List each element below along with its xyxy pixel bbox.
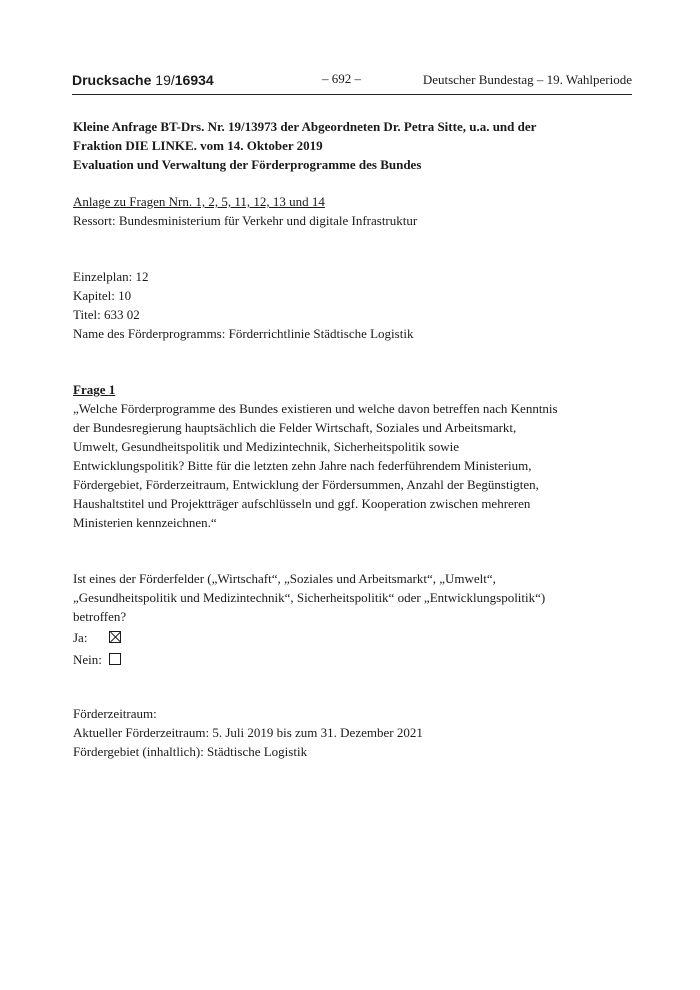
kapitel-line: Kapitel: 10: [73, 288, 132, 303]
title-line-2: Fraktion DIE LINKE. vom 14. Oktober 2019: [73, 138, 323, 153]
nein-label: Nein:: [73, 651, 102, 667]
frage-line: Entwicklungspolitik? Bitte für die letzten zehn Jahre nach federführendem Ministerium,: [73, 458, 532, 473]
ressort-line: Ressort: Bundesministerium für Verkehr und digitale Infrastruktur: [73, 213, 418, 228]
title-line-3: Evaluation und Verwaltung der Förderprogramme des Bundes: [73, 157, 422, 172]
ja-option: [73, 626, 593, 648]
question-line: „Gesundheitspolitik und Medizintechnik“, Sicherheitspolitik“ oder „Entwicklungspolitik“): [73, 590, 546, 605]
foerderfeld-question: [73, 569, 593, 670]
nein-option: [73, 648, 593, 670]
document-body: [73, 117, 593, 761]
bundestag-label: Deutscher Bundestag – 19. Wahlperiode: [422, 72, 632, 87]
question-line: Ist eines der Förderfelder („Wirtschaft“, „Soziales und Arbeitsmarkt“, „Umwelt“,: [73, 571, 496, 586]
drucksache-label: [72, 72, 214, 88]
frage-line: „Welche Förderprogramme des Bundes existieren und welche davon betreffen nach Kenntnis: [73, 401, 558, 416]
drucksache-number: 16934: [174, 72, 214, 88]
foerderzeitraum-block: [73, 704, 593, 742]
budget-block: [73, 267, 593, 324]
zeitraum-value: Aktueller Förderzeitraum: 5. Juli 2019 bis zum 31. Dezember 2021: [73, 725, 423, 740]
foerdergebiet-line: Fördergebiet (inhaltlich): Städtische Logistik: [73, 744, 308, 759]
frage-line: Fördergebiet, Förderzeitraum, Entwicklung der Fördersummen, Anzahl der Begünstigten,: [73, 477, 539, 492]
drucksache-prefix: 19/: [155, 72, 175, 88]
page-header: [72, 70, 632, 95]
program-name: Name des Förderprogramms: Förderrichtlinie Städtische Logistik: [73, 326, 414, 341]
einzelplan-line: Einzelplan: 12: [73, 269, 149, 284]
page-number: – 692 –: [322, 71, 361, 86]
drucksache-word: Drucksache: [72, 72, 152, 88]
nein-checkbox-icon: [109, 653, 121, 665]
annex-reference: Anlage zu Fragen Nrn. 1, 2, 5, 11, 12, 13 und 14: [73, 194, 325, 209]
document-title: [73, 117, 593, 174]
question-line: betroffen?: [73, 609, 127, 624]
frage-line: Haushaltstitel und Projektträger aufschlüsseln und ggf. Kooperation zwischen mehreren: [73, 496, 531, 511]
frage-line: der Bundesregierung hauptsächlich die Felder Wirtschaft, Soziales und Arbeitsmarkt,: [73, 420, 517, 435]
frage-heading: Frage 1: [73, 382, 116, 397]
ja-label: Ja:: [73, 629, 88, 645]
ja-checkbox-icon: [109, 631, 121, 643]
title-line-1: Kleine Anfrage BT-Drs. Nr. 19/13973 der Abgeordneten Dr. Petra Sitte, u.a. und der: [73, 119, 537, 134]
zeitraum-label: Förderzeitraum:: [73, 706, 157, 721]
frage-line: Umwelt, Gesundheitspolitik und Medizintechnik, Sicherheitspolitik sowie: [73, 439, 459, 454]
titel-line: Titel: 633 02: [73, 307, 140, 322]
frage-line: Ministerien kennzeichnen.“: [73, 515, 217, 530]
frage-block: [73, 380, 593, 532]
